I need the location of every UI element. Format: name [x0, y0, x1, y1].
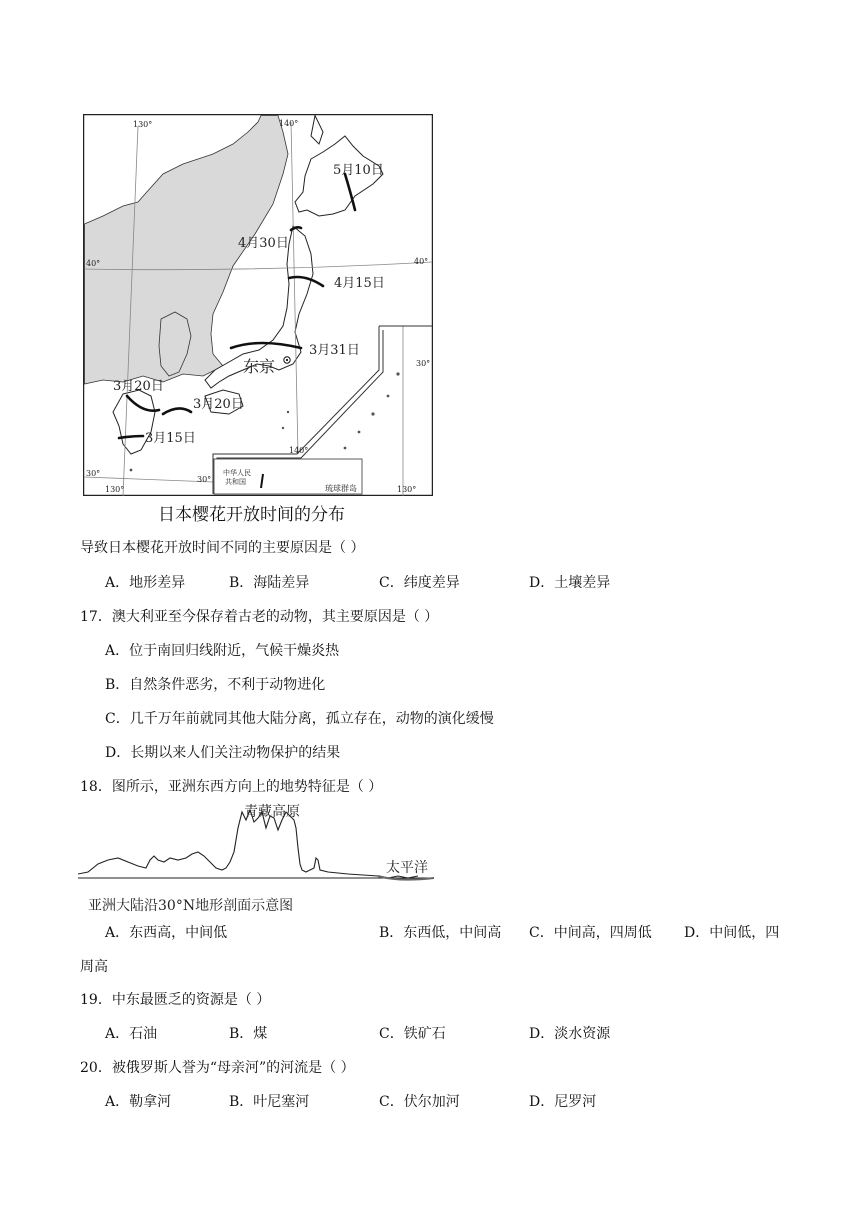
japan-cherry-blossom-map — [83, 114, 433, 496]
label-lat30-mid: 30° — [197, 475, 212, 484]
label-apr30: 4月30日 — [238, 236, 289, 251]
q17-option-b[interactable]: B．自然条件恶劣，不利于动物进化 — [105, 677, 326, 693]
q19-stem: 19．中东最匮乏的资源是（ ） — [80, 992, 271, 1008]
label-lat30-right: 30° — [416, 359, 431, 368]
q18-option-d[interactable]: D．中间低，四 — [684, 925, 780, 941]
q18-option-b[interactable]: B．东西低，中间高 — [379, 925, 502, 941]
label-lon130-bottom-right: 130° — [397, 485, 417, 494]
q19-option-b[interactable]: B．煤 — [229, 1026, 268, 1042]
label-lat30-left: 30° — [86, 469, 101, 478]
q20-option-c[interactable]: C．伏尔加河 — [379, 1094, 460, 1110]
label-lon130-top: 130° — [133, 120, 153, 129]
q16-option-c[interactable]: C．纬度差异 — [379, 575, 460, 591]
label-lat40-left: 40° — [86, 259, 101, 268]
map-caption: 日本樱花开放时间的分布 — [158, 505, 345, 525]
q20-option-b[interactable]: B．叶尼塞河 — [229, 1094, 310, 1110]
q19-option-d[interactable]: D．淡水资源 — [529, 1026, 611, 1042]
label-mar20a: 3月20日 — [113, 379, 164, 394]
label-mar31: 3月31日 — [309, 343, 360, 358]
q18-option-c[interactable]: C．中间高，四周低 — [529, 925, 652, 941]
q17-option-c[interactable]: C．几千万年前就同其他大陆分离，孤立存在，动物的演化缓慢 — [105, 711, 494, 727]
q17-option-a[interactable]: A．位于南回归线附近，气候干燥炎热 — [105, 643, 340, 659]
label-apr15: 4月15日 — [334, 276, 385, 291]
q19-option-a[interactable]: A．石油 — [105, 1026, 158, 1042]
q16-option-d[interactable]: D．土壤差异 — [529, 575, 611, 591]
q16-option-a[interactable]: A．地形差异 — [105, 575, 186, 591]
label-mar20b: 3月20日 — [193, 397, 244, 412]
q18-stem: 18．图所示，亚洲东西方向上的地势特征是（ ） — [80, 779, 383, 795]
label-tokyo: 东京 — [243, 357, 276, 376]
q19-option-c[interactable]: C．铁矿石 — [379, 1026, 446, 1042]
label-lon140-bottom: 140° — [289, 446, 309, 455]
label-may10: 5月10日 — [333, 163, 384, 178]
q16-stem: 导致日本樱花开放时间不同的主要原因是（ ） — [80, 540, 365, 556]
q20-option-a[interactable]: A．勒拿河 — [105, 1094, 172, 1110]
profile-terrain-line — [78, 810, 418, 878]
q18-option-d-wrap: 周高 — [80, 959, 108, 975]
label-mar15: 3月15日 — [145, 431, 196, 446]
q16-option-b[interactable]: B．海陆差异 — [229, 575, 310, 591]
q18-option-a[interactable]: A．东西高，中间低 — [105, 925, 228, 941]
profile-ocean-label: 太平洋 — [386, 860, 428, 876]
q20-option-d[interactable]: D．尼罗河 — [529, 1094, 597, 1110]
profile-plateau-label: 青藏高原 — [244, 804, 300, 820]
asia-30n-profile-diagram — [78, 798, 434, 918]
q20-stem: 20．被俄罗斯人誉为“母亲河”的河流是（ ） — [80, 1060, 355, 1076]
q17-stem: 17．澳大利亚至今保存着古老的动物，其主要原因是（ ） — [80, 609, 439, 625]
q17-option-d[interactable]: D．长期以来人们关注动物保护的结果 — [105, 745, 341, 761]
profile-caption: 亚洲大陆沿30°N地形剖面示意图 — [88, 898, 294, 914]
label-inset-1: 中华人民 — [223, 469, 251, 477]
label-lat40-right: 40° — [414, 257, 429, 266]
label-inset-2: 共和国 — [225, 478, 246, 486]
label-lon140-top: 140° — [279, 119, 299, 128]
label-ryukyu: 琉球群岛 — [325, 484, 357, 493]
label-lon130-bottom: 130° — [105, 485, 125, 494]
